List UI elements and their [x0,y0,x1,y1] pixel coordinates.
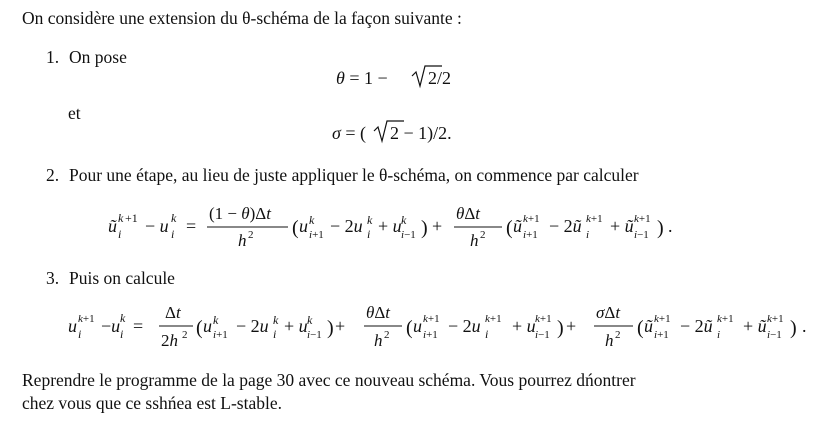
svg-text:k: k [307,313,313,327]
svg-text:+ u: + u [512,316,536,336]
svg-text:): ) [327,317,334,339]
equation-sigma [332,121,452,144]
svg-text:i−1: i−1 [767,329,782,341]
svg-text:− 2u: − 2u [236,316,269,336]
svg-text:u: u [299,216,308,236]
svg-text:− 2u: − 2u [448,316,481,336]
svg-text:(: ( [196,317,203,339]
svg-text:+ u: + u [378,216,402,236]
svg-text:+: + [432,216,443,236]
item-2-number: 2. [46,165,60,185]
svg-text:(: ( [292,217,299,239]
svg-text:): ) [421,217,428,239]
conclusion-line-1: Reprendre le programme de la page 30 avec ce nouveau schéma. Vous pourrez dńontrer [22,370,636,390]
svg-text:− 2ũ: − 2ũ [549,216,582,236]
svg-text:+ u: + u [284,316,308,336]
item-1-number: 1. [46,47,60,67]
svg-text:u: u [413,316,422,336]
svg-text:− 2u: − 2u [330,216,363,236]
svg-text:k: k [309,213,315,227]
svg-text:2: 2 [248,229,254,241]
svg-text:2/2: 2/2 [428,68,452,88]
svg-text:k: k [120,311,126,325]
item-3-number: 3. [46,268,60,288]
svg-text:Δt: Δt [165,303,181,322]
svg-text:i: i [171,227,175,241]
svg-text:+1: +1 [125,211,138,225]
item-1-text: On pose [69,47,127,67]
svg-text:k+1: k+1 [767,313,784,325]
svg-text:θ = 1 −: θ = 1 − [336,68,388,88]
equation-theta [336,66,451,88]
svg-text:ũ: ũ [513,216,522,236]
svg-text:2: 2 [182,329,188,341]
svg-text:2: 2 [480,229,486,241]
svg-text:i−1: i−1 [634,229,649,241]
svg-text:h: h [470,231,479,250]
svg-text:θΔt: θΔt [456,204,481,223]
svg-text:u: u [68,316,77,336]
svg-text:σΔt: σΔt [596,303,621,322]
svg-text:(: ( [506,217,513,239]
svg-text:k: k [171,211,177,225]
svg-text:i+1: i+1 [309,229,324,241]
svg-text:i: i [273,327,277,341]
svg-text:u: u [203,316,212,336]
svg-text:.: . [802,316,807,336]
svg-text:σ = (: σ = ( [332,123,367,143]
svg-text:+: + [566,316,577,336]
svg-text:i: i [120,327,124,341]
svg-text:k: k [401,213,407,227]
svg-text:): ) [557,317,564,339]
svg-text:k+1: k+1 [634,213,651,225]
svg-text:i: i [586,229,590,241]
svg-text:k: k [273,313,279,327]
svg-text:(: ( [637,317,644,339]
svg-text:h: h [605,331,614,350]
svg-text:θΔt: θΔt [366,303,391,322]
svg-text:h: h [374,331,383,350]
svg-text:k+1: k+1 [423,313,440,325]
svg-text:k: k [118,211,124,225]
svg-text:2 − 1)/2.: 2 − 1)/2. [390,123,452,143]
svg-text:i: i [78,327,82,341]
equation-2 [108,204,673,250]
svg-text:2: 2 [384,329,390,341]
svg-text:i−1: i−1 [401,229,416,241]
svg-text:k: k [367,213,373,227]
svg-text:ũ: ũ [108,216,117,236]
svg-text:i: i [485,327,489,341]
svg-text:k+1: k+1 [485,313,502,325]
svg-text:k+1: k+1 [717,313,734,325]
conclusion-line-2: chez vous que ce sshńea est L-stable. [22,393,282,413]
svg-text:.: . [668,216,673,236]
svg-text:2h: 2h [161,331,178,350]
svg-text:i: i [367,227,371,241]
svg-text:−u: −u [101,316,121,336]
item-3-text: Puis on calcule [69,268,175,288]
svg-text:i+1: i+1 [654,329,669,341]
svg-text:k: k [213,313,219,327]
svg-text:ũ: ũ [644,316,653,336]
svg-text:=: = [186,216,197,236]
svg-text:i−1: i−1 [535,329,550,341]
svg-text:i+1: i+1 [213,329,228,341]
svg-text:+ ũ: + ũ [743,316,767,336]
svg-text:k+1: k+1 [535,313,552,325]
svg-text:− 2ũ: − 2ũ [680,316,713,336]
svg-text:k+1: k+1 [523,213,540,225]
svg-text:i: i [118,227,122,241]
svg-text:k+1: k+1 [78,313,95,325]
svg-text:=: = [133,316,144,336]
svg-text:− u: − u [145,216,169,236]
intro-text: On considère une extension du θ-schéma de la façon suivante : [22,8,462,28]
svg-text:i: i [717,329,721,341]
svg-text:): ) [790,317,797,339]
svg-text:+: + [335,316,346,336]
svg-text:(: ( [406,317,413,339]
svg-text:2: 2 [615,329,621,341]
item-2-text: Pour une étape, au lieu de juste appliquer le θ-schéma, on commence par calculer [69,165,639,185]
svg-text:i+1: i+1 [523,229,538,241]
svg-text:): ) [657,217,664,239]
svg-text:(1 − θ)Δt: (1 − θ)Δt [209,204,271,223]
svg-text:i+1: i+1 [423,329,438,341]
svg-text:i−1: i−1 [307,329,322,341]
svg-text:k+1: k+1 [586,213,603,225]
svg-text:k+1: k+1 [654,313,671,325]
svg-text:h: h [238,231,247,250]
equation-3 [68,303,807,350]
item-1-connector: et [68,103,81,123]
svg-text:+ ũ: + ũ [610,216,634,236]
